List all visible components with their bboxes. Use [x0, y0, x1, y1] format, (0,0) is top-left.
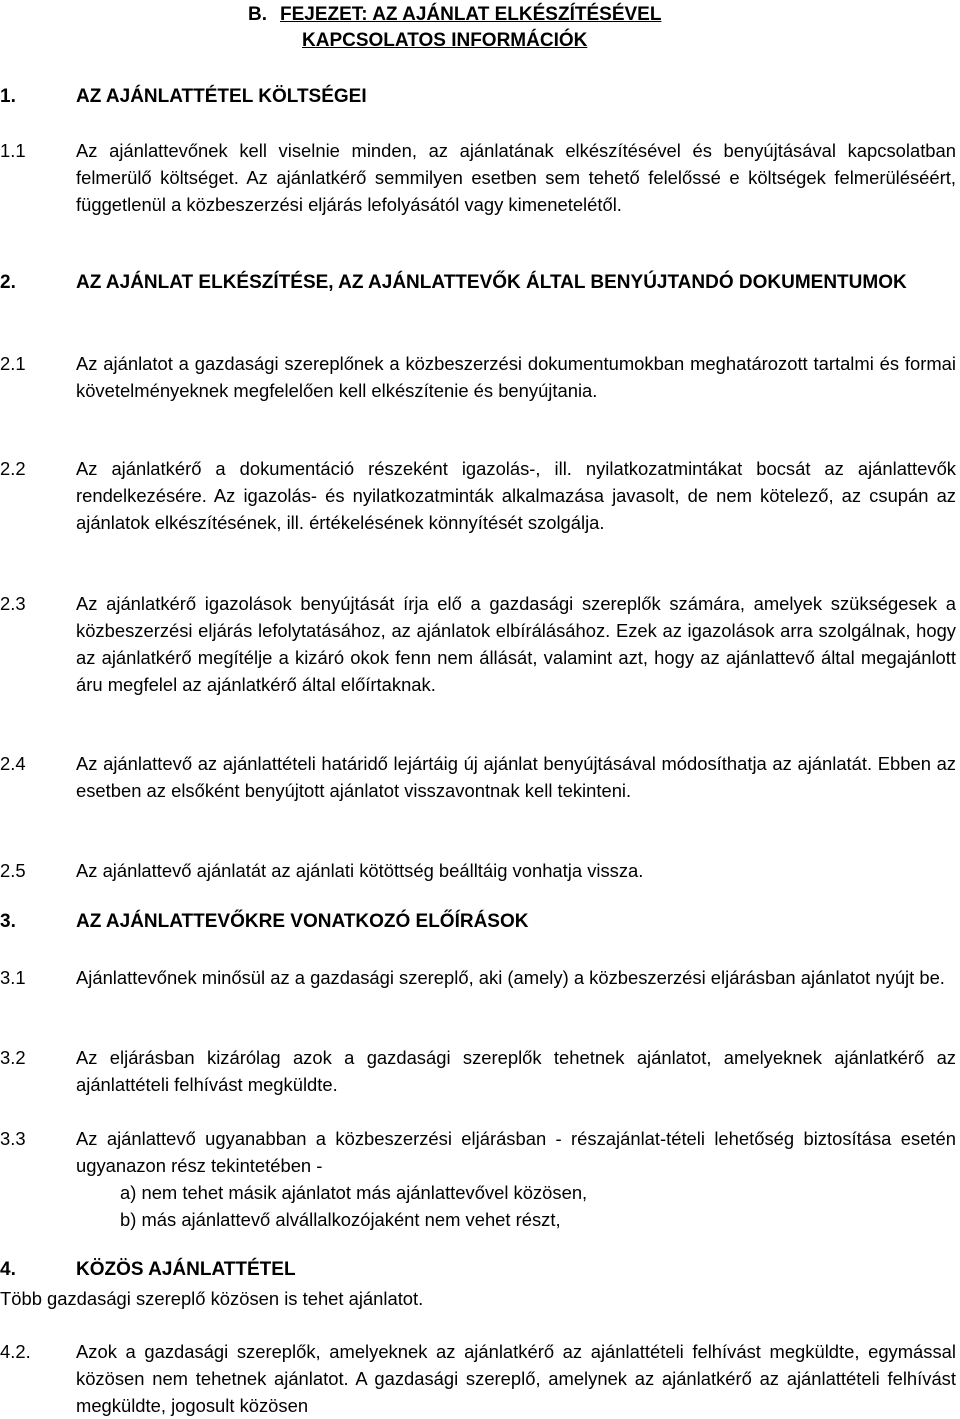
- paragraph-text: Az ajánlatkérő a dokumentáció részeként igazolás-, ill. nyilatkozatmintákat bocsát az ajánlattevők rendelkezésére. Az igazolás- és nyilatkozatminták alkalmazása javasolt, de nem kötelező, az csupán az ajánlatok elkészítésének, ill. értékelésének könnyítését szolgálja.: [76, 458, 956, 533]
- chapter-label: B.: [248, 4, 267, 25]
- section-1-number: 1.: [0, 86, 16, 107]
- paragraph-number: 3.3: [0, 1128, 26, 1149]
- section-2-number: 2.: [0, 272, 16, 293]
- paragraph-number: 3.2: [0, 1047, 26, 1068]
- section-3-heading: [0, 909, 960, 935]
- section-2-title: AZ AJÁNLAT ELKÉSZÍTÉSE, AZ AJÁNLATTEVŐK ÁLTAL BENYÚJTANDÓ DOKUMENTUMOK: [76, 272, 907, 293]
- paragraph-text: Azok a gazdasági szereplők, amelyeknek az ajánlatkérő az ajánlattételi felhívást megküldte, egymással közösen nem tehetnek ajánlatot. A gazdasági szereplő, amelynek az ajánlatkérő az ajánlattételi felhívást megküldte, jogosult közösen: [76, 1341, 956, 1416]
- section-3-number: 3.: [0, 911, 16, 932]
- paragraph-body: Az ajánlattevő ugyanabban a közbeszerzési eljárásban - részajánlat-tételi lehetőség biztosítása esetén ugyanazon rész tekintetében -: [76, 1128, 956, 1176]
- section-1-title: AZ AJÁNLATTÉTEL KÖLTSÉGEI: [76, 86, 367, 107]
- section-1-heading: [0, 84, 960, 110]
- paragraph-3-2: [0, 1044, 956, 1098]
- paragraph-number: 1.1: [0, 140, 26, 161]
- paragraph-text: Az ajánlatkérő igazolások benyújtását írja elő a gazdasági szereplők számára, amelyek szükségesek a közbeszerzési eljárás lefolytatásához, az ajánlatok elbírálásához. Ezek az igazolások arra szolgálnak, hogy az ajánlatkérő megítélje a kizáró okok fenn nem állását, valamint azt, hogy az ajánlattevő által megajánlott áru megfelel az ajánlatkérő által előírtaknak.: [76, 593, 956, 695]
- chapter-title-text-2: KAPCSOLATOS INFORMÁCIÓK: [302, 30, 588, 51]
- paragraph-2-3: [0, 590, 956, 698]
- chapter-title: [248, 2, 661, 54]
- section-4-heading: [0, 1257, 960, 1283]
- paragraph-number: 2.2: [0, 458, 26, 479]
- paragraph-1-1: [0, 137, 956, 218]
- section-4-number: 4.: [0, 1259, 16, 1280]
- paragraph-text: Ajánlattevőnek minősül az a gazdasági szereplő, aki (amely) a közbeszerzési eljárásban ajánlatot nyújt be.: [76, 967, 945, 988]
- paragraph-number: 2.5: [0, 860, 26, 881]
- paragraph-text: [76, 1125, 956, 1233]
- section-4-title: KÖZÖS AJÁNLATTÉTEL: [76, 1259, 296, 1280]
- paragraph-text: Az eljárásban kizárólag azok a gazdasági szereplők tehetnek ajánlatot, amelyeknek ajánlatkérő az ajánlattételi felhívást megküldte.: [76, 1047, 956, 1095]
- chapter-title-text-1: FEJEZET: AZ AJÁNLAT ELKÉSZÍTÉSÉVEL: [280, 4, 662, 25]
- paragraph-text: Az ajánlattevő ajánlatát az ajánlati kötöttség beálltáig vonhatja vissza.: [76, 860, 644, 881]
- list-item-a: a) nem tehet másik ajánlatot más ajánlattevővel közösen,: [120, 1182, 588, 1203]
- paragraph-number: 4.2.: [0, 1341, 31, 1362]
- section-2-heading: [0, 270, 960, 296]
- paragraph-2-4: [0, 750, 956, 804]
- paragraph-text: Az ajánlatot a gazdasági szereplőnek a közbeszerzési dokumentumokban meghatározott tartalmi és formai követelményeknek megfelelően kell elkészítenie és benyújtania.: [76, 353, 956, 401]
- paragraph-4-2: [0, 1338, 956, 1419]
- section-4-intro: Több gazdasági szereplő közösen is tehet ajánlatot.: [0, 1288, 424, 1309]
- paragraph-number: 2.3: [0, 593, 26, 614]
- paragraph-3-1: [0, 964, 956, 991]
- section-3-title: AZ AJÁNLATTEVŐKRE VONATKOZÓ ELŐÍRÁSOK: [76, 911, 529, 932]
- list-item-b: b) más ajánlattevő alvállalkozójaként nem vehet részt,: [120, 1209, 561, 1230]
- paragraph-text: Az ajánlattevőnek kell viselnie minden, az ajánlatának elkészítésével és benyújtásával kapcsolatban felmerülő költséget. Az ajánlatkérő semmilyen esetben sem tehető felelőssé e költségek felmerüléséért, függetlenül a közbeszerzési eljárás lefolyásától vagy kimenetelétől.: [76, 140, 956, 215]
- paragraph-2-2: [0, 455, 956, 536]
- paragraph-2-5: [0, 857, 956, 884]
- chapter-title-line1: [248, 2, 661, 28]
- paragraph-number: 3.1: [0, 967, 26, 988]
- paragraph-number: 2.1: [0, 353, 26, 374]
- paragraph-number: 2.4: [0, 753, 26, 774]
- paragraph-3-3: [0, 1125, 956, 1233]
- paragraph-2-1: [0, 350, 956, 404]
- paragraph-text: Az ajánlattevő az ajánlattételi határidő lejártáig új ajánlat benyújtásával módosíthatja az ajánlatát. Ebben az esetben az elsőként benyújtott ajánlatot visszavontnak kell tekinteni.: [76, 753, 956, 801]
